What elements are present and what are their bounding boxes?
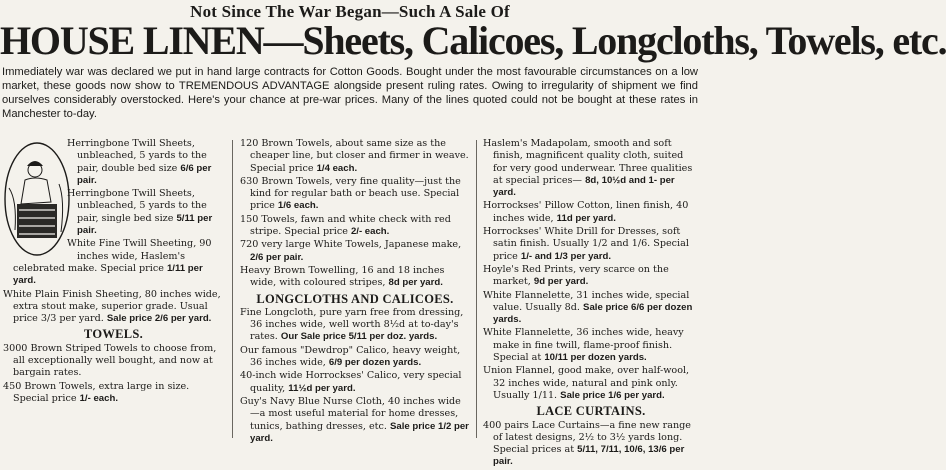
list-item: 150 Towels, fawn and white check with red stripe. Special price 2/- each. bbox=[240, 213, 451, 238]
section-title-towels: TOWELS. bbox=[83, 327, 144, 342]
list-item: 450 Brown Towels, extra large in size. Special price 1/- each. bbox=[3, 380, 190, 404]
column-sheets bbox=[3, 138, 224, 406]
list-item: Horrockses' Pillow Cotton, linen finish, 40 inches wide, 11d per yard. bbox=[483, 200, 689, 224]
list-item: Horrockses' White Drill for Dresses, soft satin finish. Usually 1/2 and 1/6. Special price 1/- and 1/3 per yard. bbox=[483, 226, 689, 262]
list-item: White Flannelette, 36 inches wide, heavy make in fine twill, flame-proof finish. Special at 10/11 per dozen yards. bbox=[483, 327, 684, 364]
list-item: Fine Longcloth, pure yarn free from dressing, 36 inches wide, well worth 8½d at to-day's rates. Our Sale price 5/11 per doz. yards. bbox=[240, 306, 464, 343]
list-item: 120 Brown Towels, about same size as the cheaper line, but closer and firmer in weave. Special price 1/4 each. bbox=[240, 138, 469, 174]
list-item: 3000 Brown Striped Towels to choose from, all exceptionally well bought, and now at bargain rates. bbox=[3, 342, 217, 379]
list-item: Union Flannel, good make, over half-wool, 32 inches wide, natural and pink only. Usually 1/11. Sale price 1/6 per yard. bbox=[483, 365, 690, 401]
list-item: White Flannelette, 31 inches wide, special value. Usually 8d. Sale price 6/6 per dozen yards. bbox=[483, 289, 693, 326]
list-item: White Fine Twill Sheeting, 90 inches wide, Haslem's celebrated make. Special price 1/11 per yard. bbox=[13, 238, 212, 287]
headline: Not Since The War Began—Such A Sale Of bbox=[190, 2, 510, 21]
list-item: Herringbone Twill Sheets, unbleached, 5 yards to the pair, double bed size 6/6 per pair. bbox=[67, 138, 212, 186]
column-cottons bbox=[483, 138, 699, 470]
list-item: Heavy Brown Towelling, 16 and 18 inches wide, with coloured stripes, 8d per yard. bbox=[240, 264, 445, 289]
intro-paragraph: Immediately war was declared we put in hand large contracts for Cotton Goods. Bought under the most favourable circumstances on a low market, these goods now show to TREMENDOUS ADVANTAGE alongside present ruling rates. Owing to irregularity of shipment we find ourselves considerably overstocked. Here's your chance at pre-war prices. Many of the lines quoted could not be bought at these rates in Manchester to-day. bbox=[2, 66, 698, 120]
list-item: 40-inch wide Horrockses' Calico, very special quality, 11½d per yard. bbox=[240, 370, 462, 394]
banner-title: HOUSE LINEN—Sheets, Calicoes, Longcloths, Towels, etc. bbox=[0, 18, 946, 63]
column-rule bbox=[232, 140, 233, 438]
list-item: Hoyle's Red Prints, very scarce on the market, 9d per yard. bbox=[483, 263, 669, 288]
column-rule bbox=[476, 140, 477, 438]
list-item: 400 pairs Lace Curtains—a fine new range of latest designs, 2½ to 3½ yards long. Special prices at 5/11, 7/11, 10/6, 13/6 per pair. bbox=[483, 419, 691, 468]
list-item: White Plain Finish Sheeting, 80 inches wide, extra stout make, superior grade. Usual price 3/3 per yard. Sale price 2/6 per yard. bbox=[3, 288, 221, 325]
list-item: Guy's Navy Blue Nurse Cloth, 40 inches wide—a most useful material for home dresses, tunics, bathing dresses, etc. Sale price 1/2 per yard. bbox=[240, 395, 469, 444]
woman-with-sheets-illustration bbox=[3, 140, 71, 258]
list-item: 720 very large White Towels, Japanese make, 2/6 per pair. bbox=[240, 239, 462, 263]
illustration-icon bbox=[3, 140, 71, 258]
section-title-lace-curtains: LACE CURTAINS. bbox=[536, 404, 646, 419]
list-item: 630 Brown Towels, very fine quality—just the kind for regular bath or beach use. Special price 1/6 each. bbox=[240, 175, 461, 212]
section-title-longcloths: LONGCLOTHS AND CALICOES. bbox=[256, 291, 454, 306]
list-item: Haslem's Madapolam, smooth and soft finish, magnificent quality cloth, suited for very good underwear. Three qualities at special prices— 8d, 10½d and 1- per yard. bbox=[483, 138, 693, 199]
column-towels bbox=[240, 138, 470, 446]
list-item: Herringbone Twill Sheets, unbleached, 5 yards to the pair, single bed size 5/11 per pair. bbox=[67, 188, 213, 237]
list-item: Our famous "Dewdrop" Calico, heavy weight, 36 inches wide, 6/9 per dozen yards. bbox=[240, 344, 461, 369]
